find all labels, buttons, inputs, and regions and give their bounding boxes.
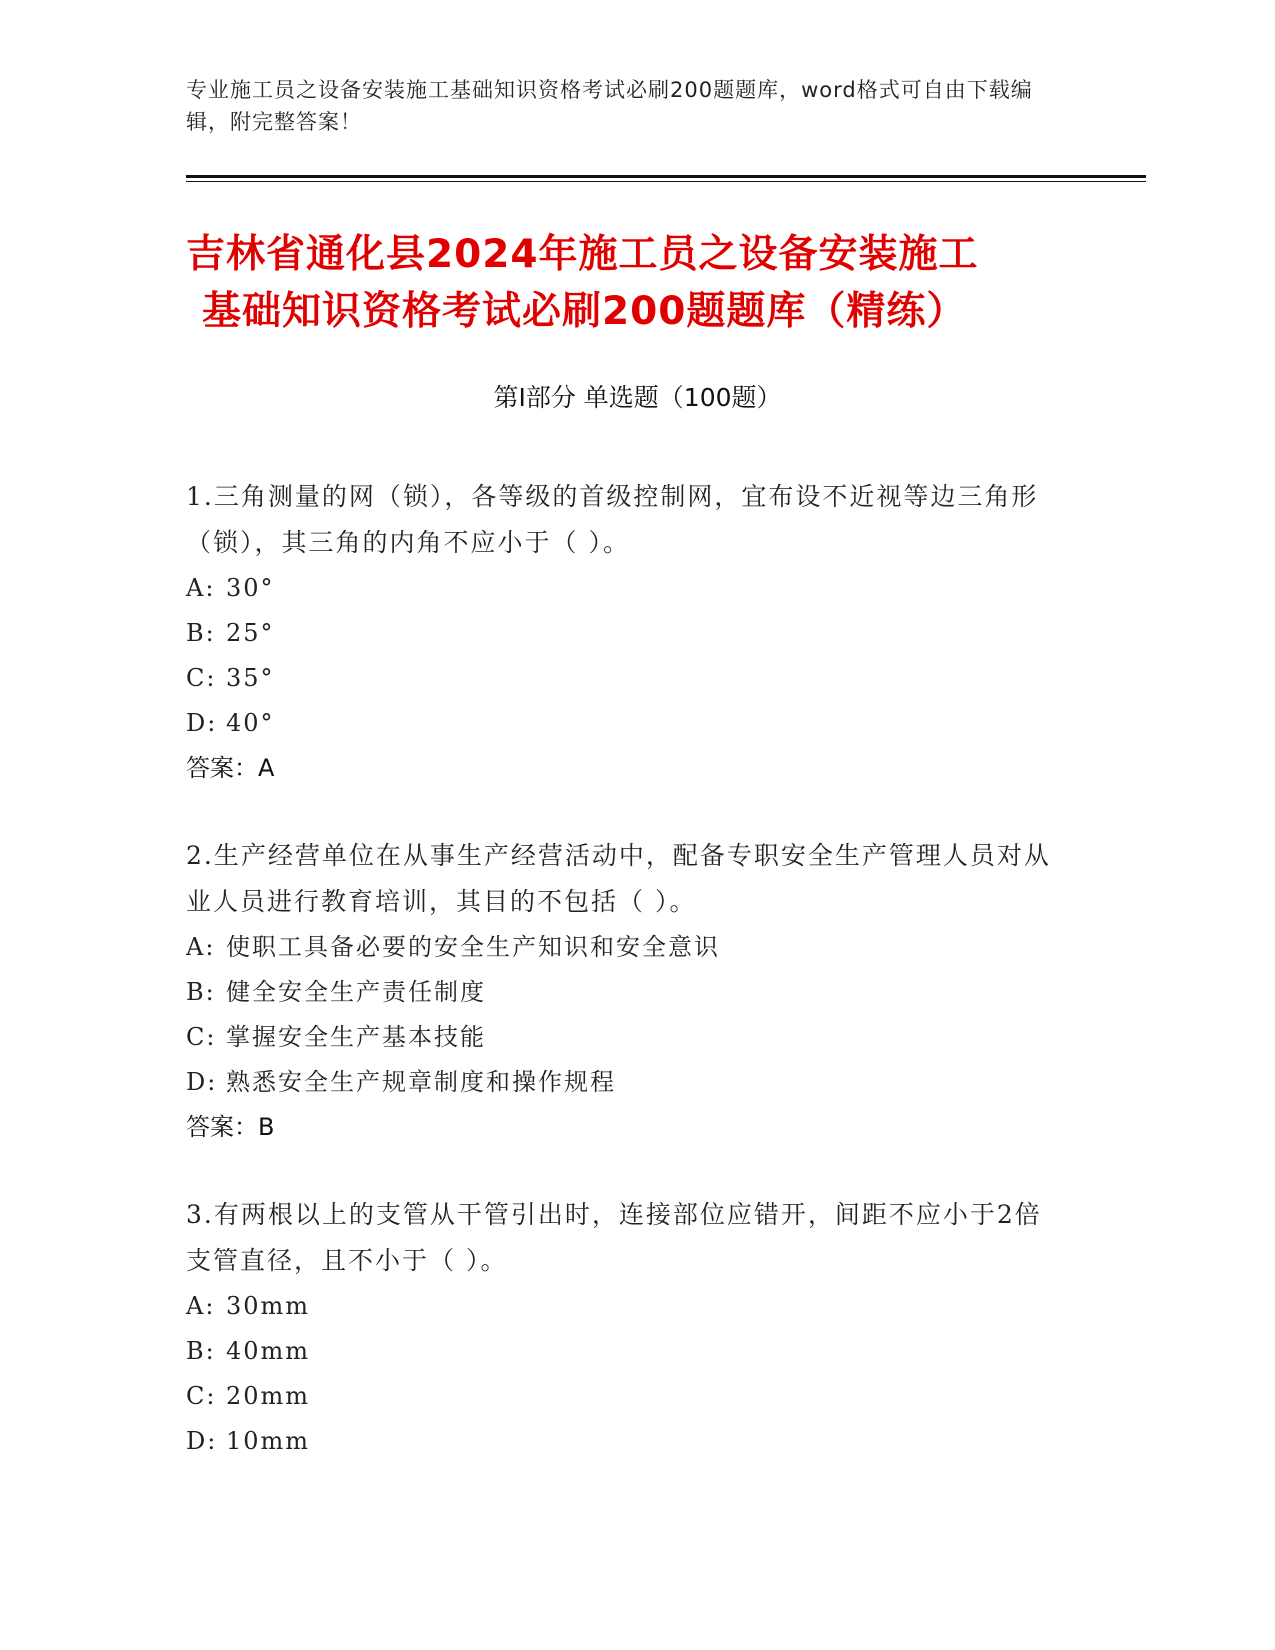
option-b	[186, 970, 1066, 1015]
option-text: 熟悉安全生产规章制度和操作规程	[226, 1068, 616, 1096]
option-label: A:	[186, 933, 216, 961]
option-b	[186, 611, 1066, 656]
option-text: 30°	[226, 574, 275, 602]
question-1	[186, 474, 1066, 791]
question-stem: 1.三角测量的网（锁），各等级的首级控制网，宜布设不近视等边三角形（锁），其三角的内角不应小于（ ）。	[186, 482, 1039, 557]
option-label: A:	[186, 574, 216, 602]
option-b	[186, 1329, 1066, 1374]
option-label: C:	[186, 1023, 217, 1051]
document-title-line-1: 吉林省通化县2024年施工员之设备安装施工	[186, 232, 979, 277]
option-text: 40mm	[226, 1337, 311, 1365]
question-3	[186, 1192, 1066, 1464]
option-c	[186, 1374, 1066, 1419]
option-label: B:	[186, 1337, 216, 1365]
header-divider-thin	[186, 181, 1146, 182]
option-c	[186, 656, 1066, 701]
option-text: 40°	[226, 709, 275, 737]
option-d	[186, 1419, 1066, 1464]
answer: 答案：B	[186, 1113, 275, 1141]
option-d	[186, 701, 1066, 746]
option-text: 掌握安全生产基本技能	[226, 1023, 486, 1051]
option-text: 35°	[226, 664, 275, 692]
option-label: A:	[186, 1292, 216, 1320]
option-text: 使职工具备必要的安全生产知识和安全意识	[226, 933, 720, 961]
option-a	[186, 566, 1066, 611]
option-label: B:	[186, 619, 216, 647]
question-2	[186, 833, 1066, 1150]
option-label: D:	[186, 1427, 218, 1455]
header-note: 专业施工员之设备安装施工基础知识资格考试必刷200题题库，word格式可自由下载编辑，附完整答案！	[186, 78, 1033, 134]
option-text: 健全安全生产责任制度	[226, 978, 486, 1006]
option-d	[186, 1060, 1066, 1105]
option-label: B:	[186, 978, 216, 1006]
option-label: C:	[186, 664, 217, 692]
option-a	[186, 1284, 1066, 1329]
option-text: 30mm	[226, 1292, 311, 1320]
document-title	[186, 226, 1086, 340]
option-a	[186, 925, 1066, 970]
option-text: 20mm	[226, 1382, 311, 1410]
option-text: 10mm	[226, 1427, 311, 1455]
answer: 答案：A	[186, 754, 275, 782]
question-list	[186, 474, 1066, 1506]
question-stem: 3.有两根以上的支管从干管引出时，连接部位应错开，间距不应小于2倍支管直径，且不小于（ ）。	[186, 1200, 1042, 1275]
document-title-line-2: 基础知识资格考试必刷200题题库（精练）	[202, 289, 967, 334]
option-label: D:	[186, 1068, 218, 1096]
section-title: 第I部分 单选题（100题）	[493, 383, 782, 412]
option-label: D:	[186, 709, 218, 737]
option-label: C:	[186, 1382, 217, 1410]
question-stem: 2.生产经营单位在从事生产经营活动中，配备专职安全生产管理人员对从业人员进行教育培训，其目的不包括（ ）。	[186, 841, 1051, 916]
header-divider-thick	[186, 175, 1146, 178]
option-c	[186, 1015, 1066, 1060]
option-text: 25°	[226, 619, 275, 647]
